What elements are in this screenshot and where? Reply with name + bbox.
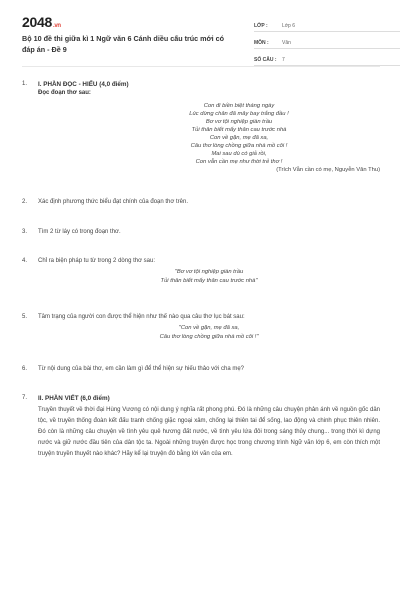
question-text: Xác định phương thức biểu đạt chính của đoạn thơ trên. [38, 199, 188, 205]
question-body [38, 80, 380, 174]
question-body [38, 313, 380, 342]
poem-line: Câu thơ lòng chồng giữa nhà mồ côi ! [190, 143, 288, 149]
question-text: Chỉ ra biện pháp tu từ trong 2 dòng thơ sau: [38, 258, 156, 264]
quote-line: "Bơ vơ tội nghiệp giàn trầu [174, 269, 244, 275]
poem-line: Tủi thân biết mấy thân cau trước nhà [191, 127, 287, 133]
question-number: 1. [22, 81, 28, 87]
meta-row-subject [254, 35, 400, 49]
question-body [38, 257, 380, 286]
poem-line: Con vẫn cần mẹ như thời trẻ thơ ! [195, 159, 283, 165]
meta-info [254, 18, 400, 69]
meta-label: MÔN : [254, 40, 269, 46]
logo-main: 2048 [22, 14, 52, 30]
header-divider [22, 66, 380, 67]
quote-line: Câu thơ lòng chồng giữa nhà mồ côi !" [159, 334, 259, 340]
poem [38, 102, 380, 174]
quote [38, 268, 380, 286]
poem-line: Con về gặn, mẹ đã xa, [209, 135, 269, 141]
section-title: II. PHẦN VIẾT (6,0 điểm) [38, 395, 110, 402]
instruction: Đọc đoạn thơ sau: [38, 90, 91, 96]
question-number: 6. [22, 366, 28, 372]
section-title: I. PHẦN ĐỌC - HIỂU (4,0 điểm) [38, 81, 129, 88]
poem-source: (Trích Vẫn cần có mẹ, Nguyễn Văn Thu) [276, 167, 380, 173]
logo-suffix: .vn [52, 23, 61, 29]
poem-line: Mai sau dù có giả rồi, [211, 151, 267, 157]
quote-line: Tủi thân biết mấy thân cau trước nhà" [160, 278, 258, 284]
meta-label: SỐ CÂU : [254, 57, 277, 63]
poem-line: Con đi biền biệt tháng ngày [203, 103, 275, 109]
meta-row-class [254, 18, 400, 32]
meta-value: 7 [282, 57, 285, 63]
logo[interactable] [22, 14, 61, 30]
question-text: Tâm trạng của người con được thể hiện như thế nào qua câu thơ lục bát sau: [38, 314, 245, 320]
question-number: 2. [22, 199, 28, 205]
question-number: 7. [22, 395, 28, 401]
meta-value: Văn [282, 40, 291, 46]
poem-line: Lúc dừng chân đã mây bay trắng đầu ! [189, 111, 289, 117]
page-title: Bộ 10 đề thi giữa kì 1 Ngữ văn 6 Cánh diều cấu trúc mới có đáp án - Đề 9 [22, 34, 225, 54]
question-number: 3. [22, 229, 28, 235]
header [22, 12, 380, 63]
poem-line: Bơ vơ tội nghiệp giàn trầu [205, 119, 273, 125]
question-number: 4. [22, 258, 28, 264]
quote-line: "Con về gặn, mẹ đã xa, [178, 325, 240, 331]
quote [38, 324, 380, 342]
question-text: Tìm 2 từ láy có trong đoạn thơ. [38, 229, 121, 235]
writing-prompt: Truyền thuyết về thời đại Hùng Vương có nội dung ý nghĩa rất phong phú. Đó là những câu chuyện phản ánh về nguồn gốc dân tộc, về truyền thống đoàn kết đấu tranh chống giặc ngoại xâm, chống lại thiên tai để sống, lao động và chinh phục thiên nhiên. Đó còn là những câu chuyện về tình yêu quê hương đất nước, về tình yêu lứa đôi trong sáng thủy chung... trong thời kì dựng nước và giữ nước đầu tiên của dân tộc ta. Ngoài những truyện được học trong chương trình Ngữ văn lớp 6, em còn thích một truyện truyền thuyết nào khác? Hãy kể lại truyện đó bằng lời văn của em. [38, 407, 380, 457]
question-number: 5. [22, 314, 28, 320]
meta-label: LỚP : [254, 23, 268, 29]
meta-value: Lớp 6 [282, 23, 296, 29]
meta-row-count [254, 52, 400, 66]
question-text: Từ nội dung của bài thơ, em cần làm gì để thể hiện sự hiếu thảo với cha mẹ? [38, 366, 245, 372]
question-body [38, 394, 380, 460]
